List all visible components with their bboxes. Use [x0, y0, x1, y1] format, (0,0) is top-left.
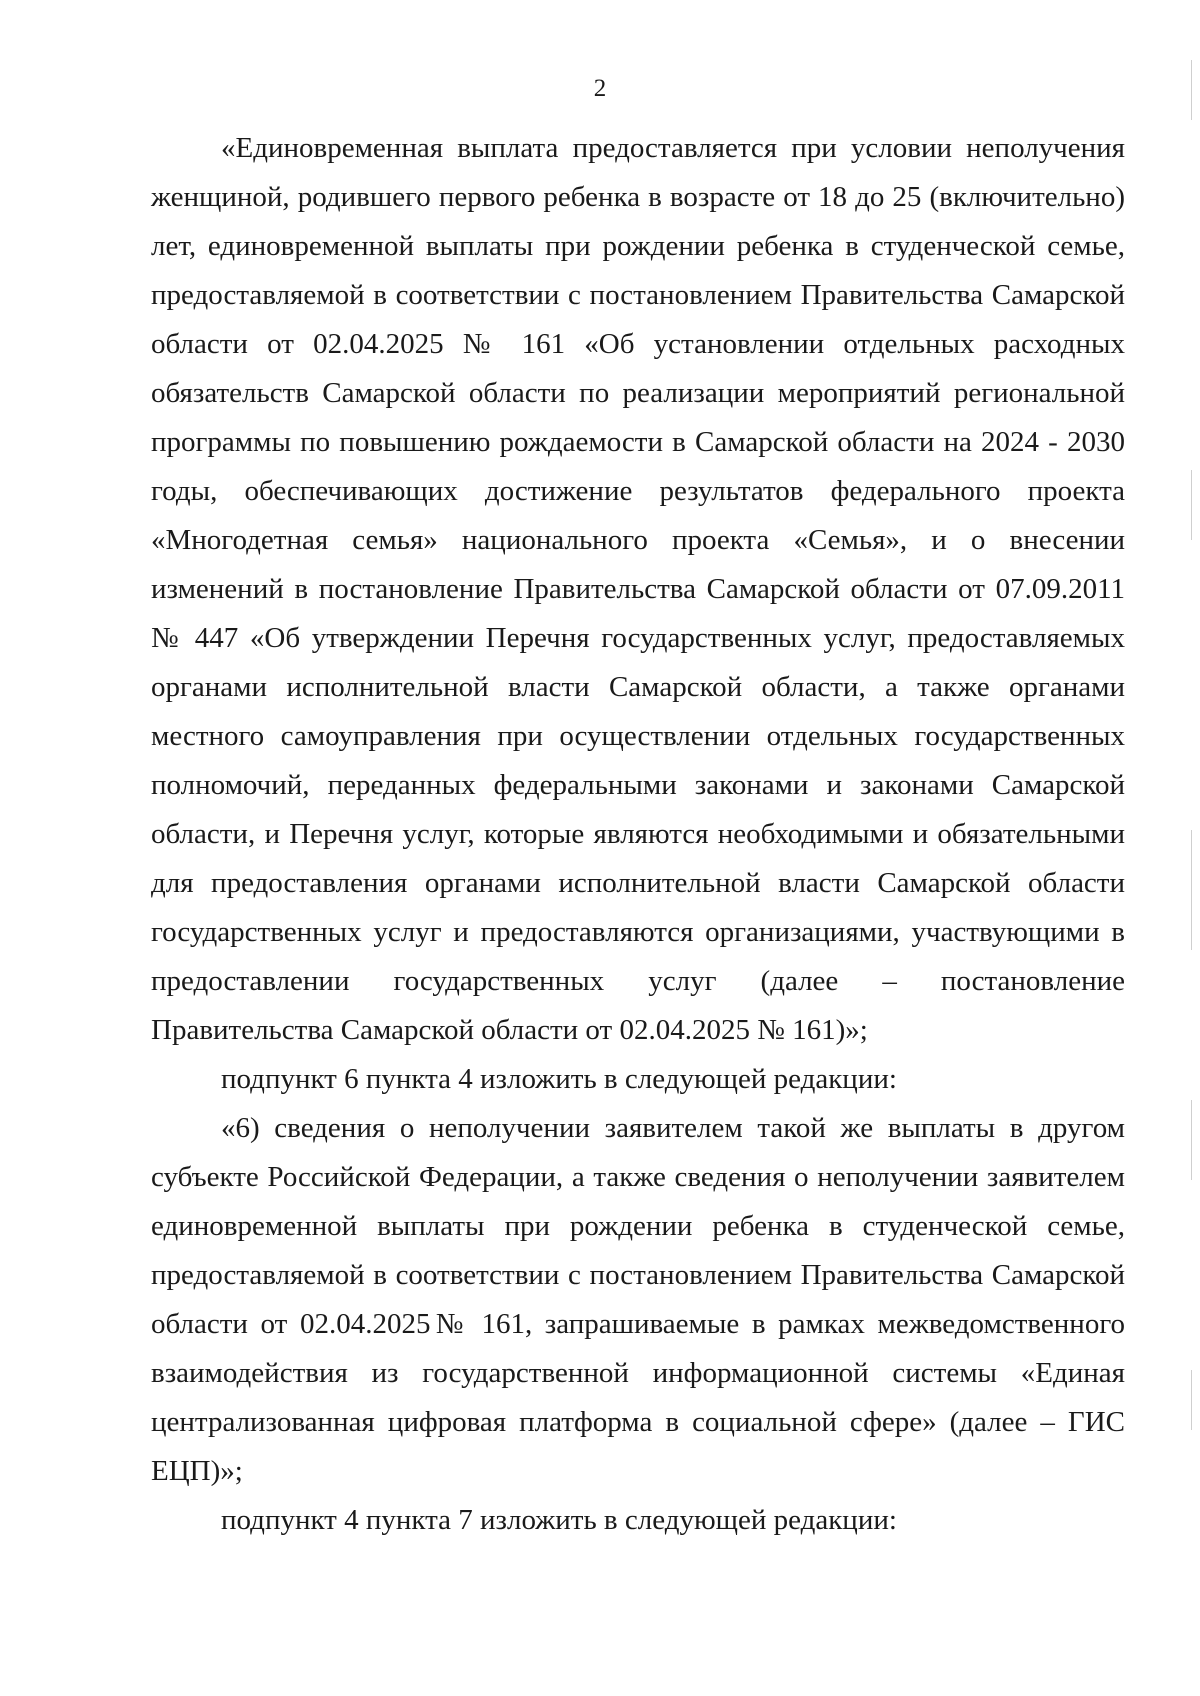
paragraph-subclause-6-intro: подпункт 6 пункта 4 изложить в следующей редакции: — [221, 1063, 897, 1095]
paragraph-subclause-4-intro: подпункт 4 пункта 7 изложить в следующей редакции: — [221, 1504, 897, 1536]
scan-edge-mark — [1191, 1370, 1192, 1430]
paragraph-subclause-6-text: «6) сведения о неполучении заявителем такой же выплаты в другом субъекте Российской Федерации, а также сведения о неполучении заявителем единовременной выплаты при рождении ребенка в студенческой семье, предоставляемой в соответствии с постановлением Правительства Самарской области от 02.04.2025№ 161, запрашиваемые в рамках межведомственного взаимодействия из государственной информационной системы «Единая централизованная цифровая платформа в социальной сфере» (далее – ГИС ЕЦП)»; — [151, 1112, 1125, 1487]
scan-edge-mark — [1191, 1100, 1192, 1180]
document-body — [151, 124, 1125, 1545]
scan-edge-mark — [1191, 60, 1192, 120]
page-number: 2 — [593, 75, 607, 102]
scan-edge-mark — [1191, 830, 1192, 950]
scan-edge-mark — [1191, 470, 1192, 540]
paragraph-payment-condition: «Единовременная выплата предоставляется при условии неполучения женщиной, родившего первого ребенка в возрасте от 18 до 25 (включительно) лет, единовременной выплаты при рождении ребенка в студенческой семье, предоставляемой в соответствии с постановлением Правительства Самарской области от 02.04.2025 № 161 «Об установлении отдельных расходных обязательств Самарской области по реализации мероприятий региональной программы по повышению рождаемости в Самарской области на 2024 - 2030 годы, обеспечивающих достижение результатов федерального проекта «Многодетная семья» национального проекта «Семья», и о внесении изменений в постановление Правительства Самарской области от 07.09.2011 № 447 «Об утверждении Перечня государственных услуг, предоставляемых органами исполнительной власти Самарской области, а также органами местного самоуправления при осуществлении отдельных государственных полномочий, переданных федеральными законами и законами Самарской области, и Перечня услуг, которые являются необходимыми и обязательными для предоставления органами исполнительной власти Самарской области государственных услуг и предоставляются организациями, участвующими в предоставлении государственных услуг (далее – постановление Правительства Самарской области от 02.04.2025 № 161)»; — [151, 132, 1125, 1046]
